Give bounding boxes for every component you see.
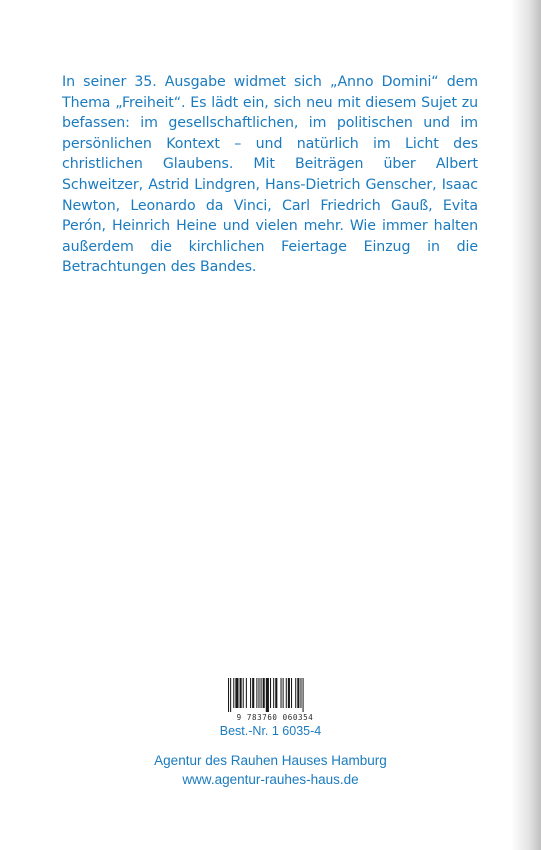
barcode-bar bbox=[252, 678, 254, 708]
publisher-name: Agentur des Rauhen Hauses Hamburg bbox=[154, 753, 387, 768]
barcode-bar bbox=[286, 678, 287, 708]
barcode-icon bbox=[226, 678, 324, 712]
barcode-bar bbox=[270, 678, 271, 708]
order-number: Best.-Nr. 1 6035-4 bbox=[219, 724, 322, 738]
barcode-bar bbox=[243, 678, 244, 708]
barcode-bar bbox=[233, 678, 234, 708]
barcode-bar bbox=[256, 678, 257, 708]
page-edge-shadow bbox=[511, 0, 541, 850]
barcode-bar bbox=[266, 678, 269, 712]
barcode-bar bbox=[258, 678, 259, 708]
barcode-bar bbox=[261, 678, 262, 708]
cover-blurb: In seiner 35. Ausgabe widmet sich „Anno Domini“ dem Thema „Freiheit“. Es lädt ein, sich neu mit diesem Sujet zu befassen: im gesellschaftlichen, im politischen und im persönlichen Kontext – und natürlich im Licht des christlichen Glaubens. Mit Beiträgen über Albert Schweitzer, Astrid Lindgren, Hans-Dietrich Genscher, Isaac Newton, Leonardo da Vinci, Carl Friedrich Gauß, Evita Perón, Heinrich Heine und vielen mehr. Wie immer halten außerdem die kirchlichen Feiertage Einzug in die Betrachtungen des Bandes. bbox=[62, 74, 478, 276]
publisher-url[interactable]: www.agentur-rauhes-haus.de bbox=[182, 772, 359, 787]
barcode-digits: 9 783760 060354 bbox=[236, 713, 314, 722]
barcode-bar bbox=[303, 678, 304, 712]
barcode-bar bbox=[281, 678, 282, 708]
barcode-bar bbox=[295, 678, 296, 708]
barcode-bar bbox=[263, 678, 265, 708]
barcode-bar bbox=[288, 678, 290, 708]
publisher-info bbox=[0, 751, 541, 789]
barcode-bar bbox=[230, 678, 231, 712]
barcode-bar bbox=[250, 678, 251, 708]
barcode-bar bbox=[228, 678, 229, 712]
barcode-bar bbox=[235, 678, 238, 708]
barcode-bar bbox=[283, 678, 284, 708]
isbn-barcode bbox=[220, 678, 330, 722]
barcode-bar bbox=[297, 678, 299, 708]
barcode-bar bbox=[246, 678, 247, 708]
barcode-bar bbox=[273, 678, 274, 708]
barcode-bar bbox=[240, 678, 242, 708]
barcode-bar bbox=[291, 678, 292, 708]
barcode-bar bbox=[275, 678, 277, 708]
barcode-bar bbox=[300, 678, 301, 708]
